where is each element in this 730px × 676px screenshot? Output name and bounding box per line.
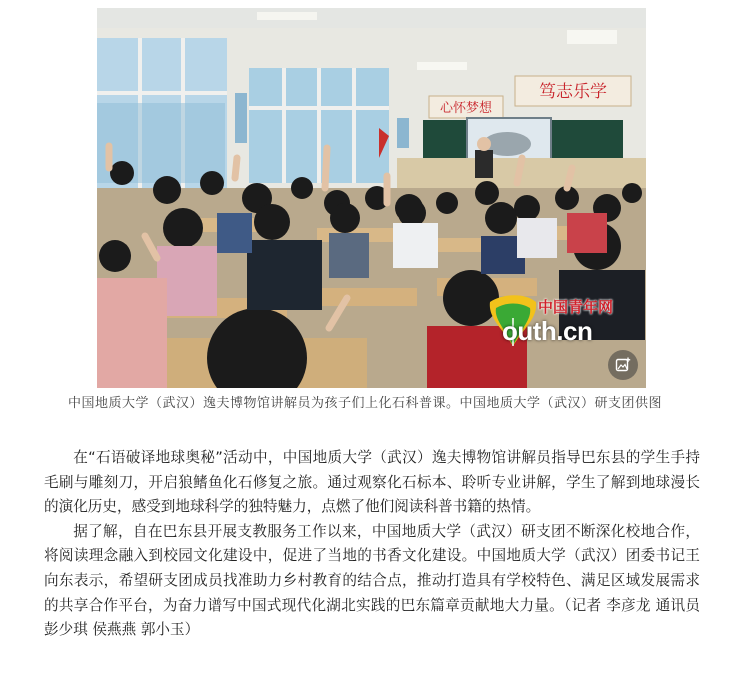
banner-left-text: 心怀梦想	[439, 101, 493, 116]
article-body	[44, 446, 700, 643]
watermark-text-top: 中国青年网	[538, 298, 614, 316]
teacher	[475, 150, 493, 178]
watermark-text-bottom: outh.cn	[502, 316, 593, 346]
article-paragraph: 在“石语破译地球奥秘”活动中，中国地质大学（武汉）逸夫博物馆讲解员指导巴东县的学生手持毛刷与雕刻刀，开启狼鳍鱼化石修复之旅。通过观察化石标本、聆听专业讲解，学生了解到地球漫长的演化历史，感受到地球科学的独特魅力，点燃了他们阅读科普书籍的热情。	[44, 449, 700, 516]
classroom-photo	[97, 8, 646, 388]
article-paragraph: 据了解，自在巴东县开展支教服务工作以来，中国地质大学（武汉）研支团不断深化校地合作，将阅读理念融入到校园文化建设中，促进了当地的书香文化建设。中国地质大学（武汉）团委书记王向东表示，希望研支团成员找准助力乡村教育的结合点，推动打造具有学校特色、满足区域发展需求的共享合作平台，为奋力谱写中国式现代化湖北实践的巴东篇章贡献地大力量。（记者 李彦龙 通讯员 彭少琪 侯燕燕 郭小玉）	[44, 522, 700, 639]
photo-caption: 中国地质大学（武汉）逸夫博物馆讲解员为孩子们上化石科普课。中国地质大学（武汉）研支团供图	[67, 396, 662, 411]
wall-poster	[235, 93, 247, 143]
image-save-icon	[615, 357, 631, 373]
wall-poster	[397, 118, 409, 148]
ceiling-light	[257, 12, 317, 20]
save-image-button[interactable]	[608, 350, 638, 380]
watermark	[482, 288, 632, 358]
ceiling-light	[567, 30, 617, 44]
ceiling-light	[417, 62, 467, 70]
banner-right-text: 笃志乐学	[539, 82, 607, 102]
